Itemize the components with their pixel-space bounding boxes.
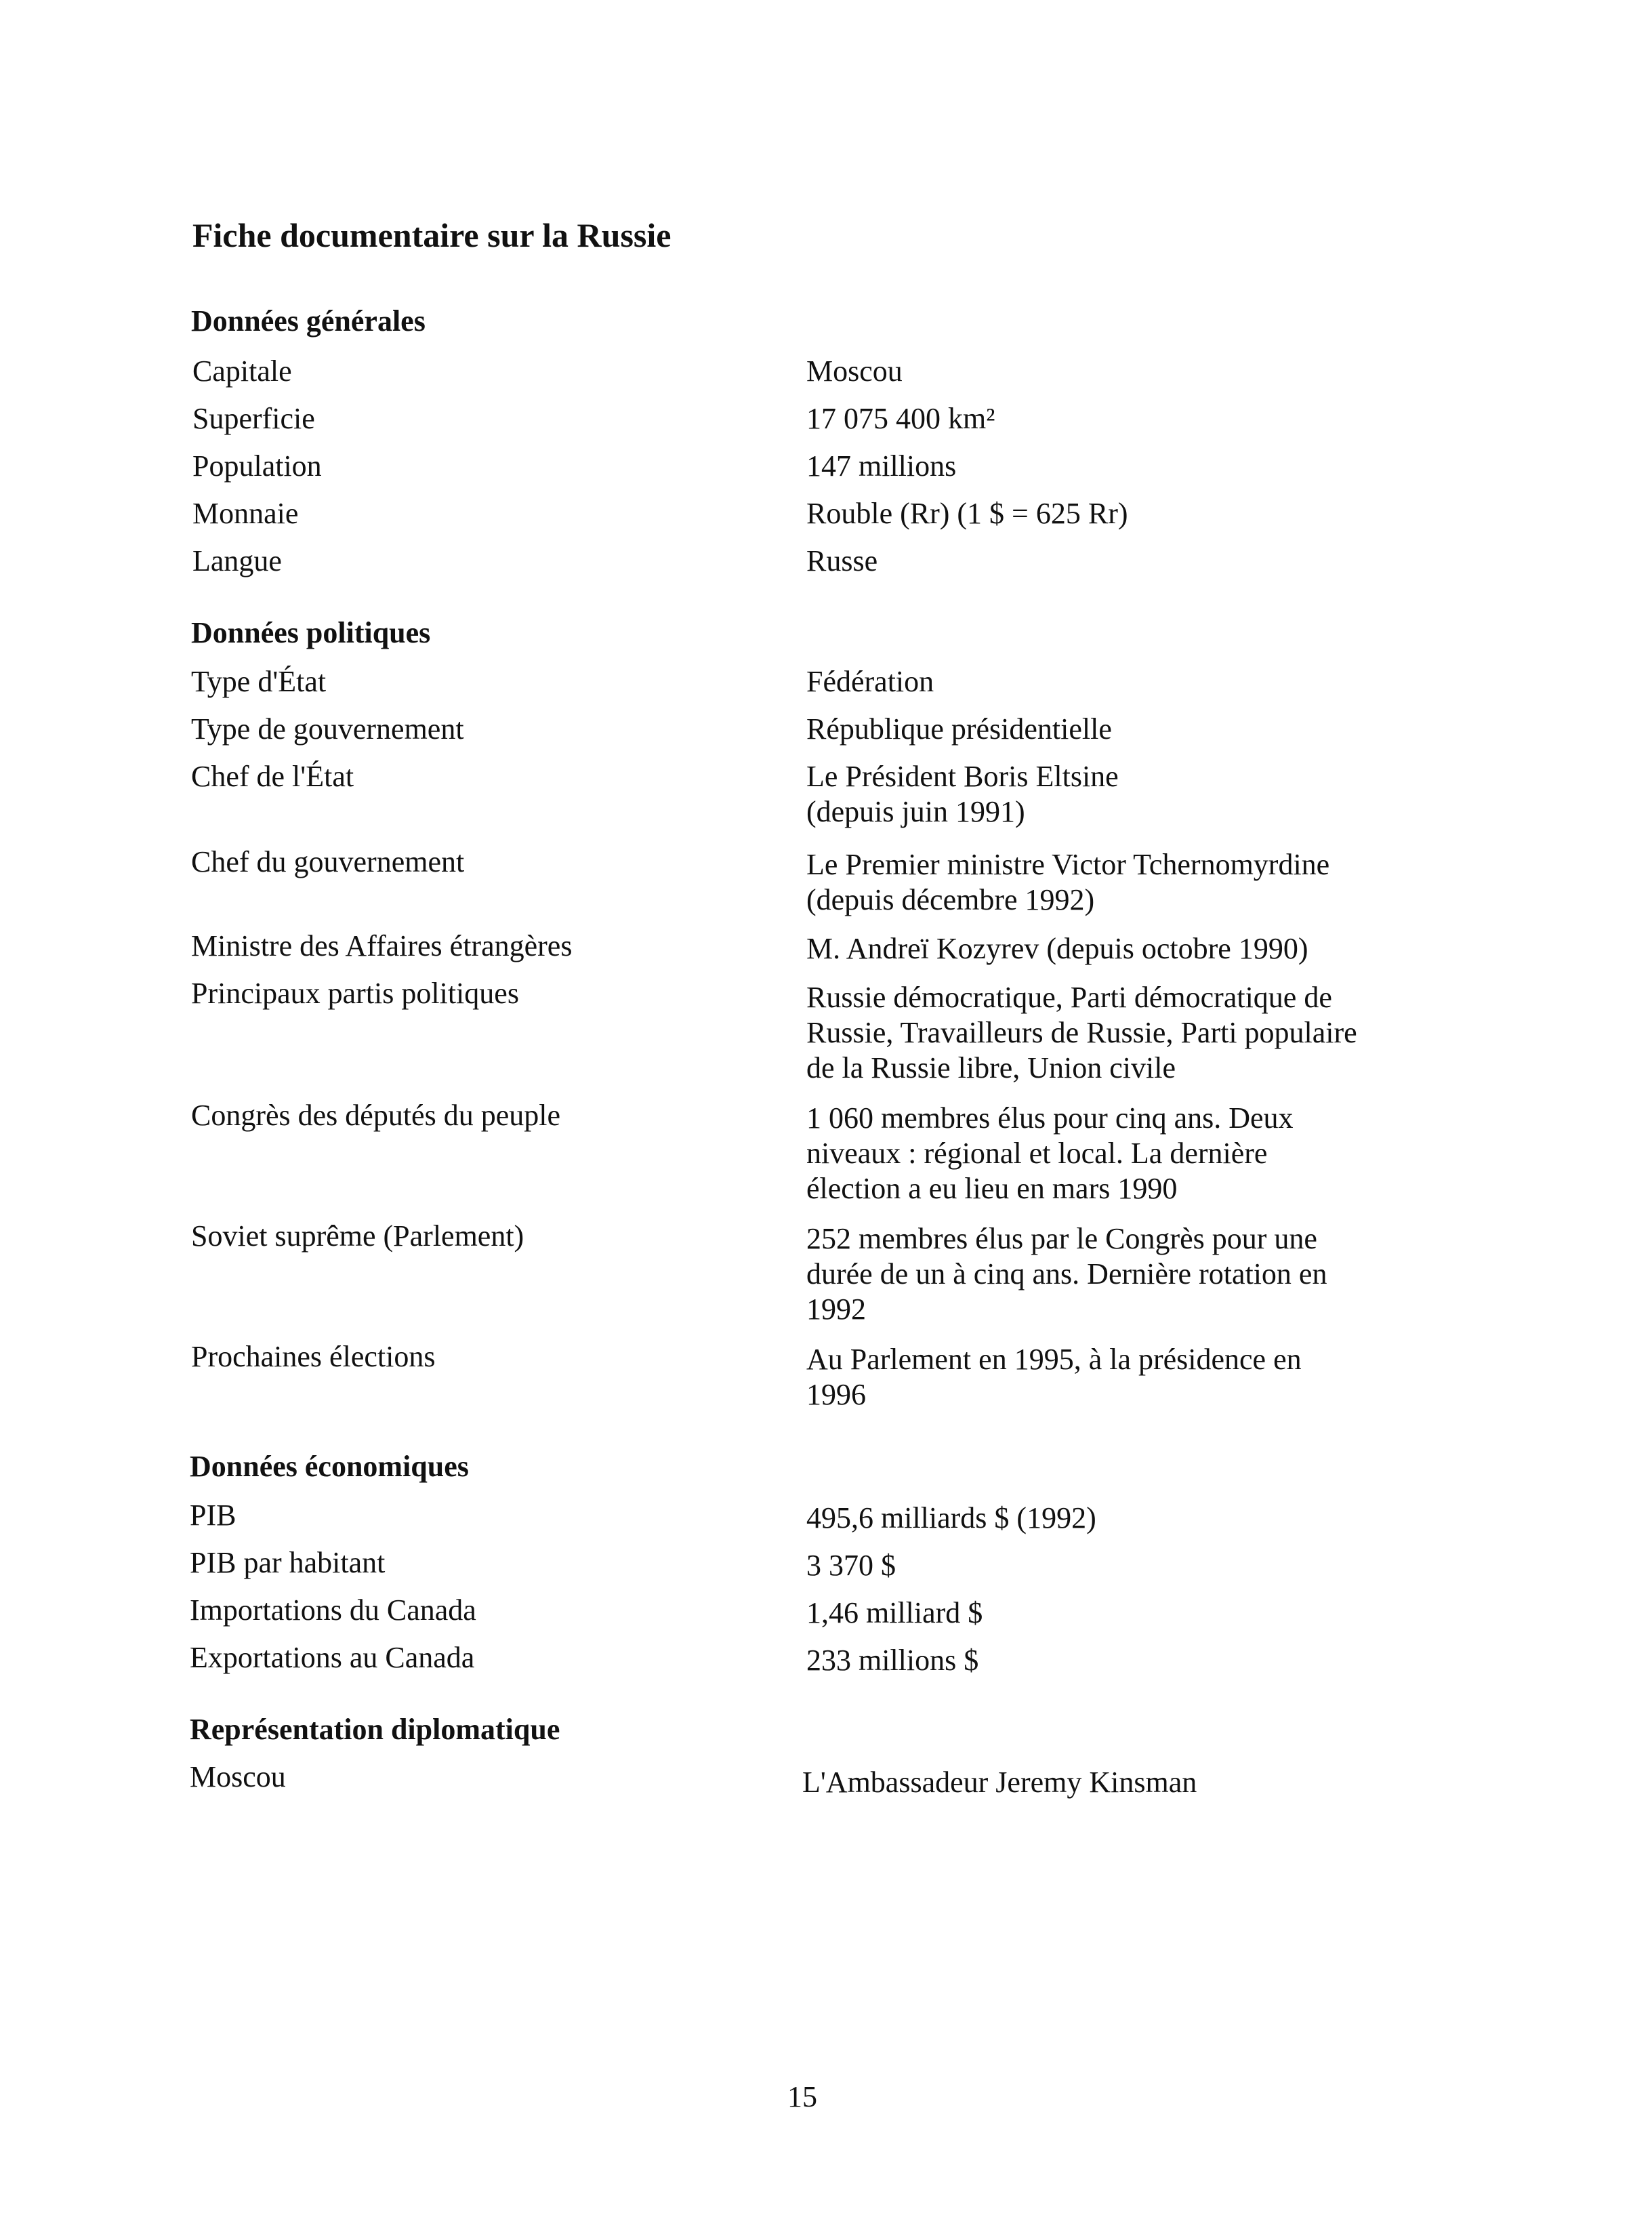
row-value: 3 370 $ xyxy=(806,1549,896,1582)
row-label: Exportations au Canada xyxy=(190,1641,475,1674)
row-value: 1 060 membres élus pour cinq ans. Deux niveaux : régional et local. La dernière élection a eu lieu en mars 1990 xyxy=(806,1101,1294,1205)
row-label: Population xyxy=(192,449,322,483)
row-value: Rouble (Rr) (1 $ = 625 Rr) xyxy=(806,497,1128,530)
row-label: Principaux partis politiques xyxy=(191,977,519,1010)
row-label: Type d'État xyxy=(191,665,327,698)
row-value: Le Président Boris Eltsine (depuis juin 1991) xyxy=(806,760,1119,828)
row-value: 17 075 400 km² xyxy=(806,402,995,435)
row-value: Fédération xyxy=(806,665,934,698)
row-value: Le Premier ministre Victor Tchernomyrdine (depuis décembre 1992) xyxy=(806,848,1330,916)
row-value: 252 membres élus par le Congrès pour une durée de un à cinq ans. Dernière rotation en 1992 xyxy=(806,1222,1327,1326)
row-value: République présidentielle xyxy=(806,712,1112,746)
row-label: Superficie xyxy=(192,402,315,435)
row-value: Russe xyxy=(806,544,878,577)
row-label: Soviet suprême (Parlement) xyxy=(191,1219,524,1253)
row-label: Type de gouvernement xyxy=(191,712,464,746)
row-label: Moscou xyxy=(190,1760,286,1793)
row-label: Prochaines élections xyxy=(191,1340,436,1373)
row-label: Langue xyxy=(192,544,282,577)
row-value: Au Parlement en 1995, à la présidence en 1996 xyxy=(806,1343,1302,1411)
row-value: 147 millions xyxy=(806,449,957,483)
section-heading-political: Données politiques xyxy=(191,616,431,649)
row-value: L'Ambassadeur Jeremy Kinsman xyxy=(802,1766,1197,1799)
section-heading-diplomatic: Représentation diplomatique xyxy=(190,1713,560,1746)
row-value: 233 millions $ xyxy=(806,1644,979,1677)
section-heading-general: Données générales xyxy=(191,304,426,338)
row-value: Russie démocratique, Parti démocratique de Russie, Travailleurs de Russie, Parti populaire de la Russie libre, Union civile xyxy=(806,981,1357,1084)
row-label: Capitale xyxy=(192,354,292,388)
row-value: 1,46 milliard $ xyxy=(806,1596,983,1629)
row-value: Moscou xyxy=(806,354,903,388)
row-value: 495,6 milliards $ (1992) xyxy=(806,1501,1096,1534)
row-label: Importations du Canada xyxy=(190,1593,476,1627)
row-label: Congrès des députés du peuple xyxy=(191,1099,560,1132)
page-title: Fiche documentaire sur la Russie xyxy=(192,216,672,254)
row-label: PIB xyxy=(190,1499,236,1532)
row-value: M. Andreï Kozyrev (depuis octobre 1990) xyxy=(806,932,1308,965)
row-label: Ministre des Affaires étrangères xyxy=(191,929,573,962)
row-label: Chef de l'État xyxy=(191,760,354,793)
row-label: Monnaie xyxy=(192,497,299,530)
section-heading-economic: Données économiques xyxy=(190,1450,469,1483)
row-label: PIB par habitant xyxy=(190,1546,386,1579)
page-number: 15 xyxy=(787,2080,817,2113)
row-label: Chef du gouvernement xyxy=(191,845,465,878)
